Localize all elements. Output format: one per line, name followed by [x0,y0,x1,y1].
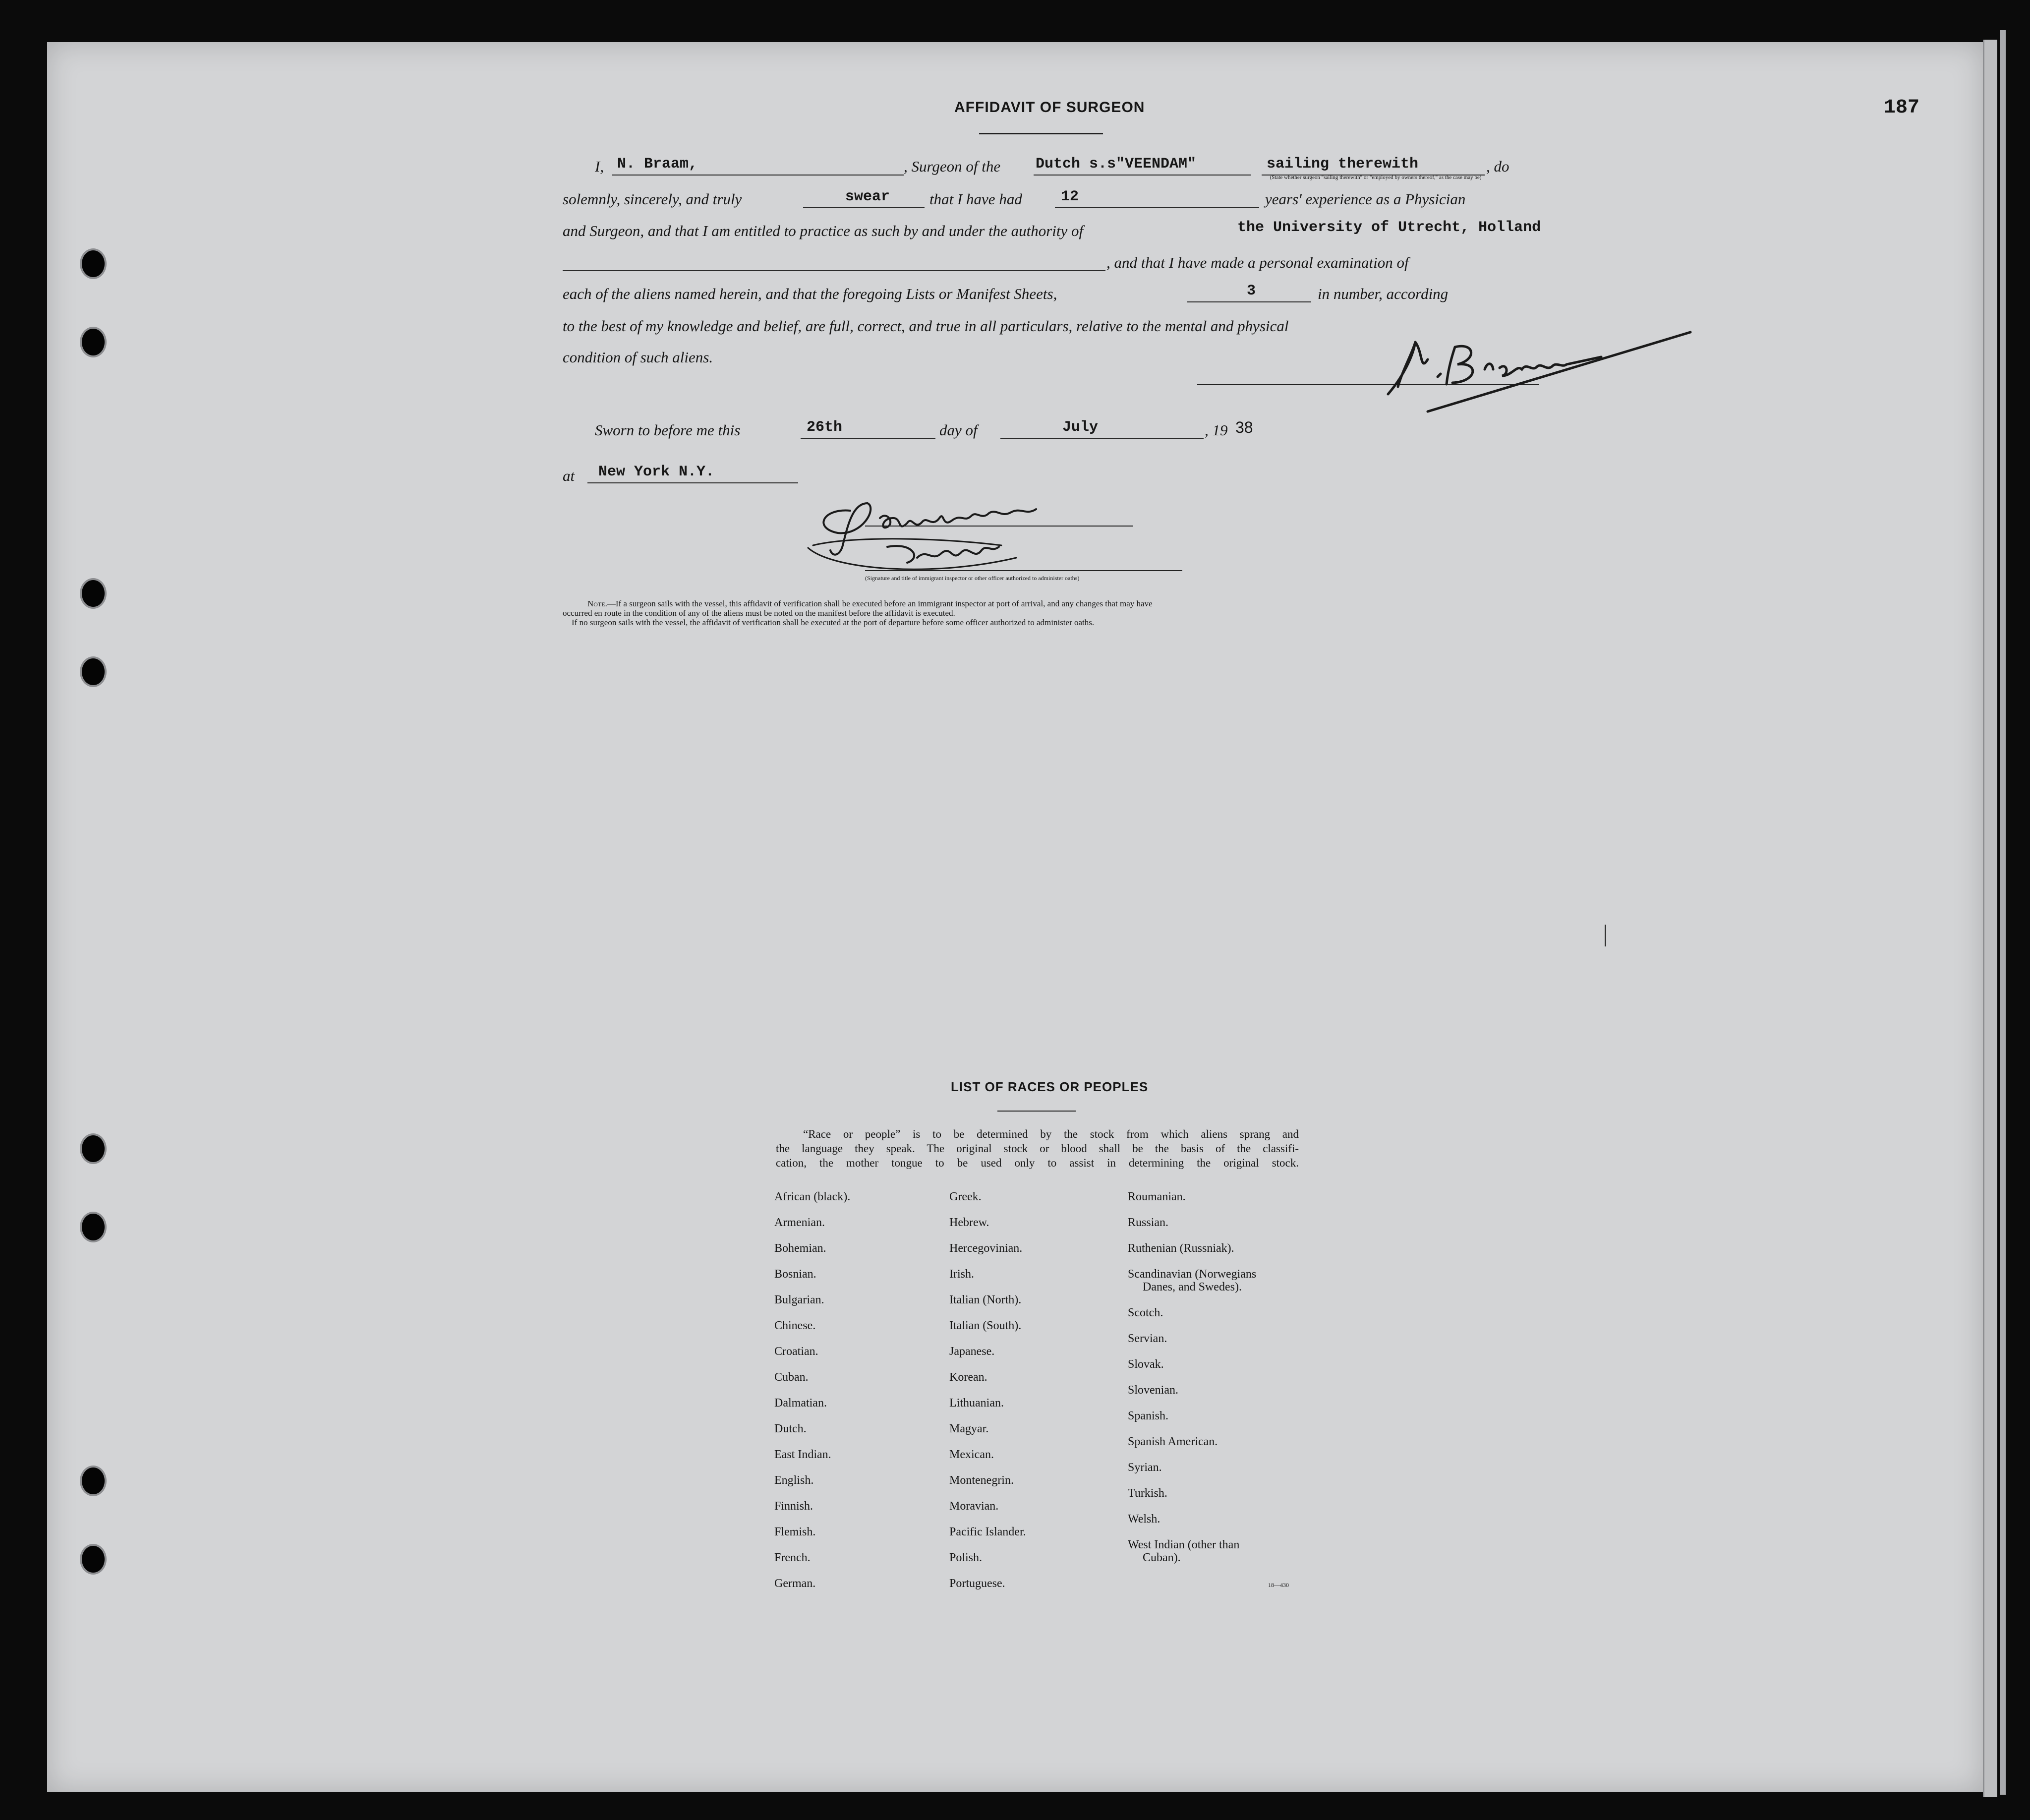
sworn-text: at [563,467,575,484]
race-item: English. [774,1474,814,1487]
race-item: Finnish. [774,1500,813,1513]
race-item: Armenian. [774,1216,825,1229]
binder-hole [82,250,105,277]
years-field: 12 [1055,187,1259,208]
affidavit-text: each of the aliens named herein, and that the foregoing Lists or Manifest Sheets, [563,285,1057,302]
surgeon-name-field: N. Braam, [612,155,904,176]
binder-hole [82,1135,105,1162]
race-item: East Indian. [774,1448,831,1461]
binder-hole [82,658,105,685]
sailing-status-field: sailing therewith [1262,155,1485,176]
title-rule [979,133,1103,134]
races-intro: “Race or people” is to be determined by the stock from which aliens sprang and the language they speak. The original stock or blood shall be the basis of the classifi- cation, the mother tongue to be used only to assist in determining the original stock. [776,1128,1299,1169]
race-item: Croatian. [774,1345,818,1358]
inspector-signature-line [865,526,1133,527]
binder-hole [82,1214,105,1240]
race-item: Bohemian. [774,1242,826,1255]
race-item: Dalmatian. [774,1397,827,1409]
race-item: Greek. [949,1190,982,1203]
authority-field: the University of Utrecht, Holland [1237,219,1541,236]
race-item: Portuguese. [949,1577,1005,1590]
race-item: African (black). [774,1190,851,1203]
affidavit-text: , and that I have made a personal examination of [1106,254,1409,271]
race-item: Spanish American. [1128,1435,1218,1448]
affidavit-note: Note.—If a surgeon sails with the vessel, this affidavit of verification shall be executed before an immigrant inspector at port of arrival, and any changes that may have occurred en route in the condition of any of the aliens must be noted on the manifest before the affidavit is executed. If no surgeon sails with the vessel, the affidavit of verification shall be executed at the port of departure before some officer authorized to administer oaths. [563,599,1153,627]
page-edge [1983,40,1997,1797]
race-item: Russian. [1128,1216,1169,1229]
race-item: Turkish. [1128,1487,1167,1500]
race-item: Syrian. [1128,1461,1162,1474]
race-item: West Indian (other than [1128,1538,1240,1551]
race-item: Scotch. [1128,1306,1163,1319]
affidavit-text: to the best of my knowledge and belief, are full, correct, and true in all particulars, relative to the mental and physical [563,317,1289,335]
binder-hole [82,580,105,607]
page-edge-back [2000,30,2006,1795]
race-item: Moravian. [949,1500,999,1513]
race-item: Roumanian. [1128,1190,1186,1203]
affidavit-text: I, [595,158,604,175]
sailing-instruction-caption: (State whether surgeon "sailing therewith" or "employed by owners thereof," as the case may be) [1270,175,1482,180]
page-number: 187 [1884,97,1920,119]
affidavit-text: and Surgeon, and that I am entitled to practice as such by and under the authority of [563,222,1084,239]
pen-mark [1605,925,1606,946]
authority-field-continued [563,250,1105,271]
affidavit-text: in number, according [1318,285,1449,302]
inspector-caption: (Signature and title of immigrant inspector or other officer authorized to administer oaths) [865,575,1080,582]
race-item: German. [774,1577,816,1590]
affidavit-text: years' experience as a Physician [1265,190,1466,208]
race-item: Italian (South). [949,1319,1022,1332]
binder-hole [82,1546,105,1573]
sworn-year-field: 38 [1235,418,1253,436]
vessel-field: Dutch s.s"VEENDAM" [1034,155,1251,176]
race-item: Danes, and Swedes). [1143,1281,1242,1293]
race-item: French. [774,1551,811,1564]
sworn-month-field: July [1000,418,1204,439]
surgeon-signature [1368,322,1700,421]
race-item: Korean. [949,1371,987,1384]
race-item: Slovenian. [1128,1384,1178,1397]
race-item: Magyar. [949,1422,989,1435]
race-item: Pacific Islander. [949,1526,1026,1538]
affidavit-title: AFFIDAVIT OF SURGEON [954,99,1145,116]
place-field: New York N.Y. [587,463,798,483]
race-item: Bulgarian. [774,1293,824,1306]
race-item: Flemish. [774,1526,816,1538]
races-title-rule [997,1111,1076,1112]
race-item: Bosnian. [774,1268,816,1281]
sworn-text: day of [939,421,978,439]
race-item: Ruthenian (Russniak). [1128,1242,1234,1255]
race-item: Cuban. [774,1371,809,1384]
race-item: Dutch. [774,1422,807,1435]
affidavit-text: condition of such aliens. [563,349,713,366]
inspector-title-line [865,570,1182,571]
inspector-signature [793,488,1140,583]
race-item: Japanese. [949,1345,995,1358]
affidavit-text: , do [1486,158,1509,175]
race-item: Lithuanian. [949,1397,1004,1409]
race-item: Servian. [1128,1332,1167,1345]
affidavit-text: that I have had [929,190,1022,208]
race-item: Chinese. [774,1319,816,1332]
race-item: Polish. [949,1551,983,1564]
affidavit-text: solemnly, sincerely, and truly [563,190,742,208]
form-code: 18—430 [1268,1582,1289,1588]
binder-hole [82,1468,105,1494]
race-item: Welsh. [1128,1513,1160,1526]
race-item: Montenegrin. [949,1474,1014,1487]
race-item: Slovak. [1128,1358,1164,1371]
races-title: LIST OF RACES OR PEOPLES [951,1079,1149,1094]
binder-hole [82,329,105,355]
sworn-text: Sworn to before me this [595,421,741,439]
race-item: Hercegovinian. [949,1242,1023,1255]
sheets-count-field: 3 [1187,282,1311,302]
affidavit-text: , Surgeon of the [904,158,1001,175]
oath-field: swear [803,187,925,208]
race-item: Irish. [949,1268,974,1281]
race-item: Hebrew. [949,1216,989,1229]
race-item: Mexican. [949,1448,994,1461]
sworn-text: , 19 [1205,421,1228,439]
race-item: Spanish. [1128,1409,1169,1422]
race-item: Italian (North). [949,1293,1022,1306]
sworn-day-field: 26th [801,418,935,439]
race-item: Cuban). [1143,1551,1181,1564]
race-item: Scandinavian (Norwegians [1128,1268,1257,1281]
